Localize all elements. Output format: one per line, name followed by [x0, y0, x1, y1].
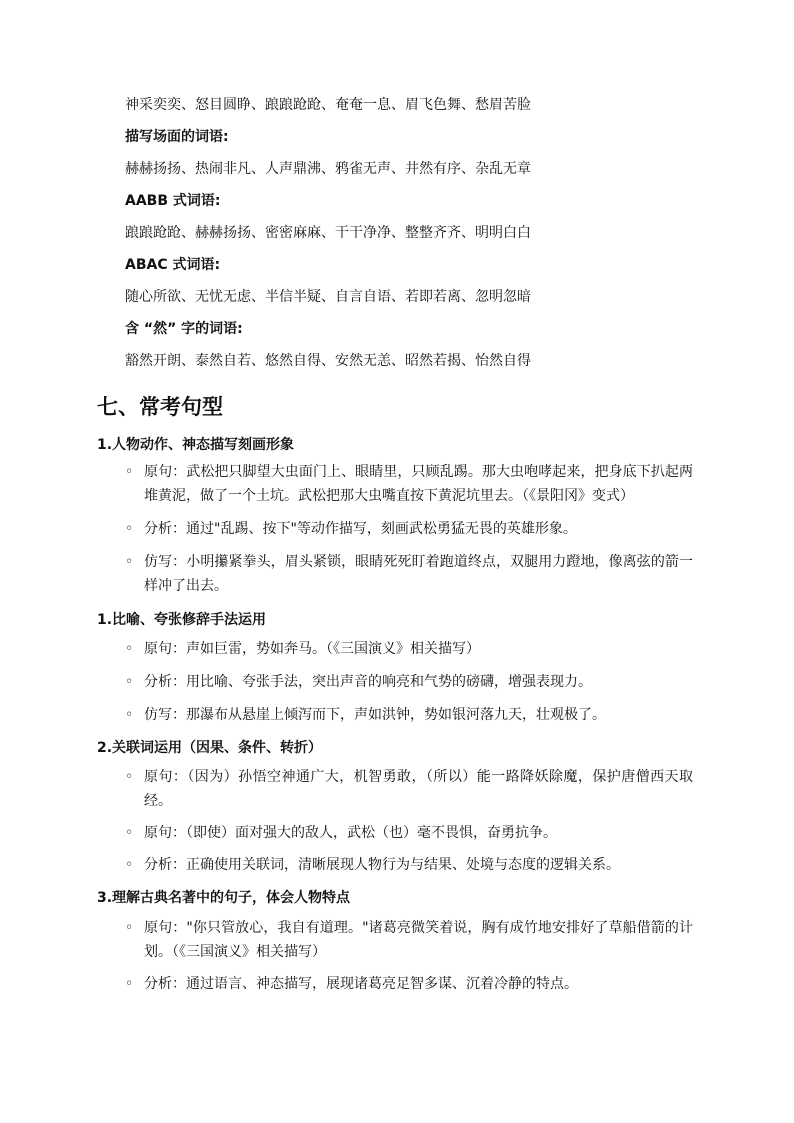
list-item	[125, 853, 693, 877]
vocab-heading-abac: ABAC 式词语:	[125, 257, 221, 273]
list-item-text: 分析：正确使用关联词，清晰展现人物行为与结果、处境与态度的逻辑关系。	[144, 857, 620, 873]
list-item-text: 分析：用比喻、夸张手法，突出声音的响亮和气势的磅礴，增强表现力。	[144, 674, 592, 690]
list-item	[125, 703, 693, 727]
list-item	[125, 550, 693, 598]
list-item-text: 仿写：那瀑布从悬崖上倾泻而下，声如洪钟，势如银河落九天，壮观极了。	[144, 707, 606, 723]
group-heading-conjunctions: 2.关联词运用（因果、条件、转折）	[97, 740, 323, 756]
bullet-icon: ◦	[125, 857, 134, 873]
list-item-text: 原句："你只管放心，我自有道理。"诸葛亮微笑着说，胸有成竹地安排好了草船借箭的计划。（《三国演义》相关描写）	[144, 920, 693, 960]
section-title: 七、常考句型	[97, 395, 223, 419]
list-item	[125, 637, 693, 661]
bullet-icon: ◦	[125, 554, 134, 570]
vocab-line-scene: 赫赫扬扬、热闹非凡、人声鼎沸、鸦雀无声、井然有序、杂乱无章	[125, 161, 531, 177]
list-item-text: 原句：（即使）面对强大的敌人，武松（也）毫不畏惧，奋勇抗争。	[144, 825, 557, 841]
vocab-heading-ran: 含 “然” 字的词语:	[125, 321, 243, 337]
list-item	[125, 972, 693, 996]
group-heading-rhetoric: 1.比喻、夸张修辞手法运用	[97, 612, 267, 628]
vocab-line-abac: 随心所欲、无忧无虑、半信半疑、自言自语、若即若离、忽明忽暗	[125, 289, 531, 305]
list-item-text: 原句：（因为）孙悟空神通广大，机智勇敢，（所以）能一路降妖除魔，保护唐僧西天取经。	[144, 769, 693, 809]
list-item	[125, 517, 693, 541]
list-item	[125, 670, 693, 694]
bullet-icon: ◦	[125, 464, 134, 480]
list-item-text: 分析：通过"乱踢、按下"等动作描写，刻画武松勇猛无畏的英雄形象。	[144, 521, 577, 537]
bullet-icon: ◦	[125, 825, 134, 841]
vocab-heading-aabb: AABB 式词语:	[125, 193, 221, 209]
list-item-text: 分析：通过语言、神态描写，展现诸葛亮足智多谋、沉着冷静的特点。	[144, 976, 578, 992]
bullet-icon: ◦	[125, 769, 134, 785]
list-item	[125, 460, 693, 508]
vocab-line-ran: 豁然开朗、泰然自若、悠然自得、安然无恙、昭然若揭、怡然自得	[125, 353, 531, 369]
group-heading-classics: 3.理解古典名著中的句子，体会人物特点	[97, 890, 351, 906]
bullet-icon: ◦	[125, 521, 134, 537]
bullet-icon: ◦	[125, 641, 134, 657]
bullet-icon: ◦	[125, 674, 134, 690]
vocab-line-expressions: 神采奕奕、怒目圆睁、踉踉跄跄、奄奄一息、眉飞色舞、愁眉苦脸	[125, 97, 531, 113]
bullet-icon: ◦	[125, 707, 134, 723]
list-item-text: 仿写：小明攥紧拳头，眉头紧锁，眼睛死死盯着跑道终点，双腿用力蹬地，像离弦的箭一样冲了出去。	[144, 554, 693, 594]
list-item-text: 原句：声如巨雷，势如奔马。（《三国演义》相关描写）	[144, 641, 480, 657]
bullet-icon: ◦	[125, 976, 134, 992]
list-item	[125, 916, 693, 964]
vocab-heading-scene: 描写场面的词语:	[125, 129, 229, 145]
vocab-line-aabb: 踉踉跄跄、赫赫扬扬、密密麻麻、干干净净、整整齐齐、明明白白	[125, 225, 531, 241]
bullet-icon: ◦	[125, 920, 134, 936]
list-item-text: 原句：武松把只脚望大虫面门上、眼睛里，只顾乱踢。那大虫咆哮起来，把身底下扒起两堆黄泥，做了一个土坑。武松把那大虫嘴直按下黄泥坑里去。（《景阳冈》变式）	[144, 464, 693, 504]
list-item	[125, 765, 693, 813]
list-item	[125, 821, 693, 845]
group-heading-actions: 1.人物动作、神态描写刻画形象	[97, 437, 295, 453]
